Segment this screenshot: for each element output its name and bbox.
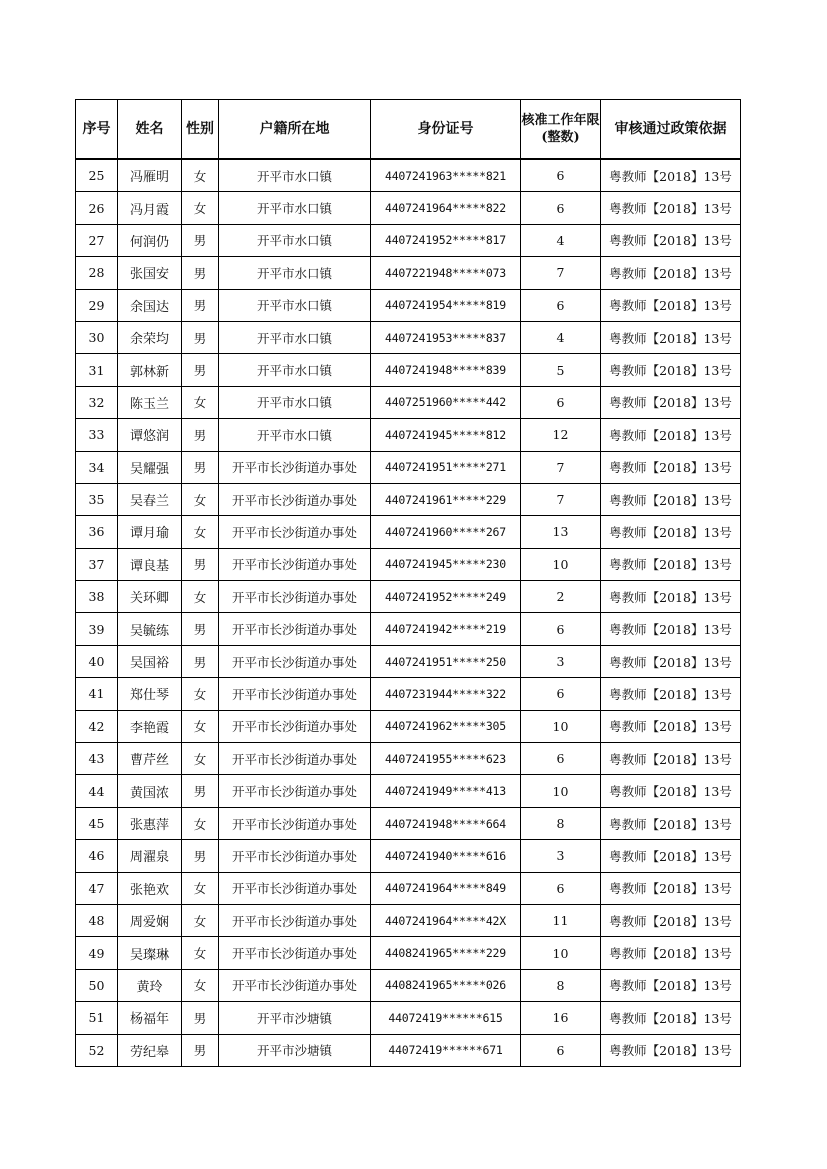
cell-years: 11 xyxy=(521,904,601,936)
cell-name: 陈玉兰 xyxy=(118,386,182,418)
table-row xyxy=(76,645,741,677)
cell-name: 郑仕琴 xyxy=(118,678,182,710)
cell-residence: 开平市水口镇 xyxy=(219,224,371,256)
cell-seq: 28 xyxy=(76,257,118,289)
cell-seq: 33 xyxy=(76,419,118,451)
cell-years: 6 xyxy=(521,872,601,904)
header-basis: 审核通过政策依据 xyxy=(601,100,741,160)
cell-gender: 女 xyxy=(182,483,219,515)
cell-basis: 粤教师【2018】13号 xyxy=(601,386,741,418)
cell-name: 张国安 xyxy=(118,257,182,289)
cell-id-number: 4407241964*****42X xyxy=(371,904,521,936)
table-row xyxy=(76,969,741,1001)
cell-residence: 开平市长沙街道办事处 xyxy=(219,483,371,515)
cell-id-number: 4407221948*****073 xyxy=(371,257,521,289)
table-row xyxy=(76,419,741,451)
cell-residence: 开平市沙塘镇 xyxy=(219,1002,371,1034)
cell-basis: 粤教师【2018】13号 xyxy=(601,937,741,969)
cell-residence: 开平市长沙街道办事处 xyxy=(219,775,371,807)
cell-id-number: 4407241942*****219 xyxy=(371,613,521,645)
cell-basis: 粤教师【2018】13号 xyxy=(601,904,741,936)
cell-seq: 49 xyxy=(76,937,118,969)
cell-basis: 粤教师【2018】13号 xyxy=(601,419,741,451)
table-row xyxy=(76,483,741,515)
cell-gender: 女 xyxy=(182,904,219,936)
cell-gender: 男 xyxy=(182,775,219,807)
cell-gender: 女 xyxy=(182,386,219,418)
cell-basis: 粤教师【2018】13号 xyxy=(601,451,741,483)
cell-gender: 男 xyxy=(182,613,219,645)
cell-basis: 粤教师【2018】13号 xyxy=(601,192,741,224)
header-seq: 序号 xyxy=(76,100,118,160)
cell-id-number: 4407241945*****812 xyxy=(371,419,521,451)
cell-basis: 粤教师【2018】13号 xyxy=(601,548,741,580)
cell-years: 10 xyxy=(521,710,601,742)
cell-seq: 26 xyxy=(76,192,118,224)
table-row xyxy=(76,937,741,969)
cell-residence: 开平市长沙街道办事处 xyxy=(219,613,371,645)
cell-gender: 女 xyxy=(182,872,219,904)
cell-name: 冯雁明 xyxy=(118,159,182,192)
cell-residence: 开平市水口镇 xyxy=(219,289,371,321)
cell-gender: 女 xyxy=(182,516,219,548)
table-header xyxy=(76,100,741,160)
cell-id-number: 4407241963*****821 xyxy=(371,159,521,192)
cell-residence: 开平市长沙街道办事处 xyxy=(219,516,371,548)
cell-basis: 粤教师【2018】13号 xyxy=(601,807,741,839)
header-residence: 户籍所在地 xyxy=(219,100,371,160)
cell-years: 6 xyxy=(521,613,601,645)
cell-gender: 男 xyxy=(182,1002,219,1034)
cell-gender: 男 xyxy=(182,840,219,872)
table-row xyxy=(76,451,741,483)
cell-basis: 粤教师【2018】13号 xyxy=(601,969,741,1001)
table-row xyxy=(76,257,741,289)
cell-name: 郭林新 xyxy=(118,354,182,386)
cell-residence: 开平市长沙街道办事处 xyxy=(219,548,371,580)
teacher-list-table xyxy=(75,99,741,1067)
cell-gender: 男 xyxy=(182,321,219,353)
cell-id-number: 4407241952*****817 xyxy=(371,224,521,256)
table-row xyxy=(76,840,741,872)
table-row xyxy=(76,192,741,224)
cell-seq: 41 xyxy=(76,678,118,710)
cell-gender: 男 xyxy=(182,354,219,386)
cell-basis: 粤教师【2018】13号 xyxy=(601,1002,741,1034)
cell-name: 吴耀强 xyxy=(118,451,182,483)
cell-gender: 女 xyxy=(182,710,219,742)
cell-gender: 女 xyxy=(182,678,219,710)
cell-basis: 粤教师【2018】13号 xyxy=(601,775,741,807)
cell-basis: 粤教师【2018】13号 xyxy=(601,321,741,353)
cell-years: 8 xyxy=(521,969,601,1001)
cell-name: 黄玲 xyxy=(118,969,182,1001)
cell-name: 张艳欢 xyxy=(118,872,182,904)
cell-seq: 25 xyxy=(76,159,118,192)
cell-gender: 男 xyxy=(182,1034,219,1066)
cell-basis: 粤教师【2018】13号 xyxy=(601,483,741,515)
cell-basis: 粤教师【2018】13号 xyxy=(601,581,741,613)
cell-residence: 开平市水口镇 xyxy=(219,386,371,418)
cell-seq: 51 xyxy=(76,1002,118,1034)
cell-seq: 37 xyxy=(76,548,118,580)
table-row xyxy=(76,289,741,321)
cell-years: 6 xyxy=(521,743,601,775)
cell-years: 4 xyxy=(521,321,601,353)
cell-seq: 40 xyxy=(76,645,118,677)
cell-seq: 46 xyxy=(76,840,118,872)
cell-gender: 女 xyxy=(182,581,219,613)
cell-seq: 32 xyxy=(76,386,118,418)
cell-name: 黄国浓 xyxy=(118,775,182,807)
cell-name: 张惠萍 xyxy=(118,807,182,839)
header-row xyxy=(76,100,741,160)
cell-id-number: 4407251960*****442 xyxy=(371,386,521,418)
header-name: 姓名 xyxy=(118,100,182,160)
table-row xyxy=(76,1034,741,1066)
cell-years: 10 xyxy=(521,937,601,969)
cell-residence: 开平市长沙街道办事处 xyxy=(219,581,371,613)
cell-name: 关环卿 xyxy=(118,581,182,613)
cell-id-number: 4407241961*****229 xyxy=(371,483,521,515)
cell-name: 吴国裕 xyxy=(118,645,182,677)
cell-id-number: 4407241960*****267 xyxy=(371,516,521,548)
cell-basis: 粤教师【2018】13号 xyxy=(601,1034,741,1066)
cell-id-number: 4407241955*****623 xyxy=(371,743,521,775)
cell-name: 吴璨琳 xyxy=(118,937,182,969)
cell-name: 李艳霞 xyxy=(118,710,182,742)
cell-id-number: 4407231944*****322 xyxy=(371,678,521,710)
cell-gender: 女 xyxy=(182,969,219,1001)
cell-years: 3 xyxy=(521,645,601,677)
cell-id-number: 4408241965*****229 xyxy=(371,937,521,969)
cell-name: 杨福年 xyxy=(118,1002,182,1034)
cell-name: 周濯泉 xyxy=(118,840,182,872)
cell-id-number: 4407241951*****271 xyxy=(371,451,521,483)
cell-residence: 开平市长沙街道办事处 xyxy=(219,840,371,872)
cell-name: 冯月霞 xyxy=(118,192,182,224)
table-row xyxy=(76,613,741,645)
header-gender: 性别 xyxy=(182,100,219,160)
cell-residence: 开平市长沙街道办事处 xyxy=(219,743,371,775)
cell-seq: 45 xyxy=(76,807,118,839)
cell-years: 7 xyxy=(521,257,601,289)
cell-gender: 男 xyxy=(182,289,219,321)
cell-residence: 开平市水口镇 xyxy=(219,354,371,386)
table-row xyxy=(76,1002,741,1034)
cell-name: 谭良基 xyxy=(118,548,182,580)
table-row xyxy=(76,872,741,904)
cell-residence: 开平市水口镇 xyxy=(219,321,371,353)
cell-gender: 女 xyxy=(182,807,219,839)
cell-gender: 女 xyxy=(182,937,219,969)
cell-years: 12 xyxy=(521,419,601,451)
cell-name: 周爱娴 xyxy=(118,904,182,936)
cell-years: 6 xyxy=(521,678,601,710)
cell-residence: 开平市长沙街道办事处 xyxy=(219,451,371,483)
cell-basis: 粤教师【2018】13号 xyxy=(601,159,741,192)
cell-id-number: 44072419******615 xyxy=(371,1002,521,1034)
cell-residence: 开平市长沙街道办事处 xyxy=(219,710,371,742)
table-row xyxy=(76,904,741,936)
cell-years: 6 xyxy=(521,289,601,321)
cell-name: 吴毓练 xyxy=(118,613,182,645)
cell-years: 16 xyxy=(521,1002,601,1034)
cell-id-number: 4407241962*****305 xyxy=(371,710,521,742)
cell-id-number: 4407241945*****230 xyxy=(371,548,521,580)
cell-basis: 粤教师【2018】13号 xyxy=(601,678,741,710)
cell-id-number: 4407241964*****849 xyxy=(371,872,521,904)
cell-basis: 粤教师【2018】13号 xyxy=(601,289,741,321)
cell-seq: 48 xyxy=(76,904,118,936)
cell-seq: 52 xyxy=(76,1034,118,1066)
cell-basis: 粤教师【2018】13号 xyxy=(601,840,741,872)
cell-gender: 男 xyxy=(182,257,219,289)
cell-seq: 47 xyxy=(76,872,118,904)
cell-id-number: 4407241940*****616 xyxy=(371,840,521,872)
cell-seq: 44 xyxy=(76,775,118,807)
cell-id-number: 4407241951*****250 xyxy=(371,645,521,677)
cell-residence: 开平市沙塘镇 xyxy=(219,1034,371,1066)
cell-basis: 粤教师【2018】13号 xyxy=(601,257,741,289)
cell-name: 谭悠润 xyxy=(118,419,182,451)
cell-years: 10 xyxy=(521,548,601,580)
cell-years: 3 xyxy=(521,840,601,872)
cell-gender: 男 xyxy=(182,548,219,580)
cell-gender: 男 xyxy=(182,451,219,483)
cell-years: 5 xyxy=(521,354,601,386)
cell-name: 谭月瑜 xyxy=(118,516,182,548)
cell-basis: 粤教师【2018】13号 xyxy=(601,645,741,677)
cell-seq: 38 xyxy=(76,581,118,613)
cell-gender: 女 xyxy=(182,743,219,775)
cell-seq: 50 xyxy=(76,969,118,1001)
table-row xyxy=(76,743,741,775)
table-body xyxy=(76,159,741,1066)
cell-basis: 粤教师【2018】13号 xyxy=(601,613,741,645)
cell-residence: 开平市水口镇 xyxy=(219,159,371,192)
cell-years: 8 xyxy=(521,807,601,839)
cell-residence: 开平市长沙街道办事处 xyxy=(219,807,371,839)
cell-residence: 开平市长沙街道办事处 xyxy=(219,937,371,969)
cell-seq: 36 xyxy=(76,516,118,548)
cell-seq: 31 xyxy=(76,354,118,386)
cell-name: 余国达 xyxy=(118,289,182,321)
cell-gender: 男 xyxy=(182,645,219,677)
cell-id-number: 44072419******671 xyxy=(371,1034,521,1066)
cell-id-number: 4407241948*****664 xyxy=(371,807,521,839)
cell-basis: 粤教师【2018】13号 xyxy=(601,224,741,256)
cell-residence: 开平市长沙街道办事处 xyxy=(219,678,371,710)
cell-residence: 开平市水口镇 xyxy=(219,419,371,451)
cell-basis: 粤教师【2018】13号 xyxy=(601,710,741,742)
cell-id-number: 4407241949*****413 xyxy=(371,775,521,807)
table-row xyxy=(76,224,741,256)
table-row xyxy=(76,386,741,418)
cell-gender: 女 xyxy=(182,159,219,192)
table-row xyxy=(76,321,741,353)
table-row xyxy=(76,516,741,548)
cell-name: 何润仍 xyxy=(118,224,182,256)
cell-years: 7 xyxy=(521,483,601,515)
cell-years: 6 xyxy=(521,386,601,418)
cell-residence: 开平市长沙街道办事处 xyxy=(219,872,371,904)
cell-name: 余荣均 xyxy=(118,321,182,353)
cell-basis: 粤教师【2018】13号 xyxy=(601,872,741,904)
table-row xyxy=(76,354,741,386)
header-years: 核准工作年限(整数) xyxy=(521,100,601,160)
cell-seq: 29 xyxy=(76,289,118,321)
cell-seq: 30 xyxy=(76,321,118,353)
cell-id-number: 4407241954*****819 xyxy=(371,289,521,321)
cell-residence: 开平市长沙街道办事处 xyxy=(219,645,371,677)
cell-gender: 男 xyxy=(182,419,219,451)
table-row xyxy=(76,807,741,839)
cell-basis: 粤教师【2018】13号 xyxy=(601,354,741,386)
table-row xyxy=(76,678,741,710)
cell-seq: 34 xyxy=(76,451,118,483)
cell-seq: 43 xyxy=(76,743,118,775)
cell-residence: 开平市水口镇 xyxy=(219,257,371,289)
cell-residence: 开平市长沙街道办事处 xyxy=(219,904,371,936)
table-row xyxy=(76,710,741,742)
cell-id-number: 4407241964*****822 xyxy=(371,192,521,224)
cell-gender: 女 xyxy=(182,192,219,224)
cell-id-number: 4407241952*****249 xyxy=(371,581,521,613)
cell-years: 6 xyxy=(521,159,601,192)
cell-residence: 开平市长沙街道办事处 xyxy=(219,969,371,1001)
cell-years: 7 xyxy=(521,451,601,483)
cell-years: 10 xyxy=(521,775,601,807)
cell-basis: 粤教师【2018】13号 xyxy=(601,743,741,775)
cell-years: 6 xyxy=(521,192,601,224)
cell-id-number: 4407241953*****837 xyxy=(371,321,521,353)
cell-seq: 35 xyxy=(76,483,118,515)
cell-seq: 39 xyxy=(76,613,118,645)
header-id-number: 身份证号 xyxy=(371,100,521,160)
table-row xyxy=(76,775,741,807)
cell-years: 4 xyxy=(521,224,601,256)
cell-basis: 粤教师【2018】13号 xyxy=(601,516,741,548)
cell-years: 6 xyxy=(521,1034,601,1066)
cell-years: 2 xyxy=(521,581,601,613)
cell-seq: 42 xyxy=(76,710,118,742)
table-row xyxy=(76,581,741,613)
cell-residence: 开平市水口镇 xyxy=(219,192,371,224)
cell-id-number: 4408241965*****026 xyxy=(371,969,521,1001)
cell-id-number: 4407241948*****839 xyxy=(371,354,521,386)
cell-seq: 27 xyxy=(76,224,118,256)
cell-name: 吴春兰 xyxy=(118,483,182,515)
cell-name: 劳纪皋 xyxy=(118,1034,182,1066)
cell-gender: 男 xyxy=(182,224,219,256)
cell-years: 13 xyxy=(521,516,601,548)
table-row xyxy=(76,548,741,580)
cell-name: 曹芹丝 xyxy=(118,743,182,775)
table-row xyxy=(76,159,741,192)
